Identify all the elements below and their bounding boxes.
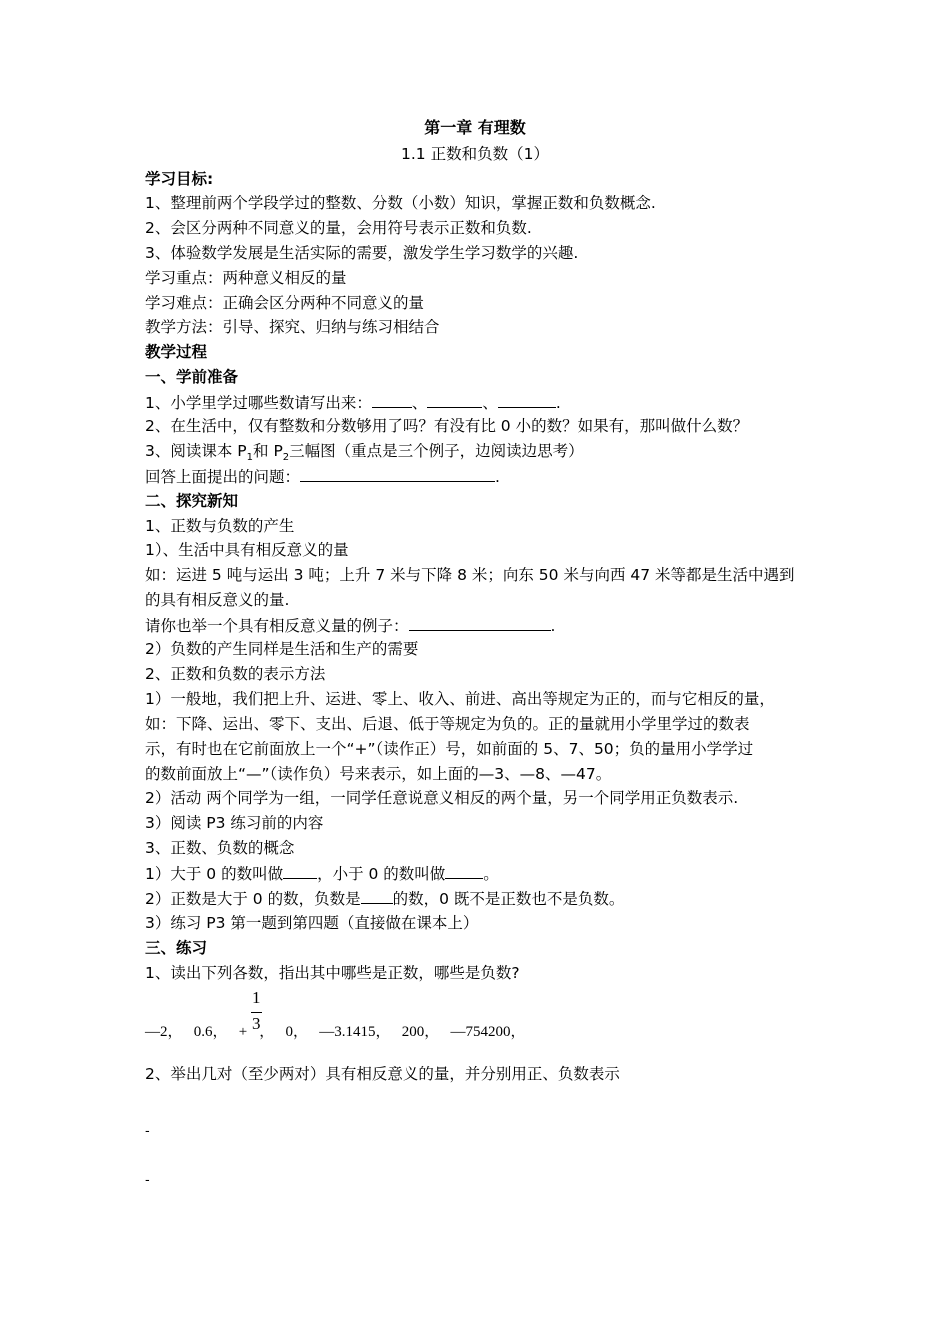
text-line: 1）、生活中具有相反意义的量 — [145, 541, 349, 559]
period: . — [555, 394, 561, 412]
prep-q1-text: 1、小学里学过哪些数请写出来： — [145, 394, 372, 412]
stray-dash: - — [145, 1124, 150, 1139]
subscript: 1 — [246, 452, 254, 464]
fraction-denominator: 3 — [252, 1014, 261, 1033]
stray-dash: - — [145, 1173, 150, 1188]
answer-blank[interactable] — [445, 863, 483, 879]
exercise-1: 1、读出下列各数，指出其中哪些是正数，哪些是负数? — [145, 964, 520, 982]
concept-fill-1 — [145, 863, 499, 884]
answer-blank[interactable] — [300, 466, 495, 482]
text-line: 2、正数和负数的表示方法 — [145, 665, 326, 683]
answer-blank[interactable] — [361, 888, 393, 904]
section3-heading: 三、练习 — [145, 939, 208, 957]
fill-text: 。 — [483, 865, 499, 883]
separator: 、 — [411, 394, 428, 412]
fill-text: 的数，0 既不是正数也不是负数。 — [392, 890, 625, 908]
fill-text: 2）正数是大于 0 的数，负数是 — [145, 890, 361, 908]
separator: 、 — [482, 394, 498, 412]
period: . — [550, 617, 556, 635]
text-line: 3）练习 P3 第一题到第四题（直接做在课本上） — [145, 914, 479, 932]
goals-heading: 学习目标: — [145, 170, 214, 188]
prep-question-1 — [145, 392, 561, 413]
text-line: 2）负数的产生同样是生活和生产的需要 — [145, 640, 419, 658]
text-line: 3）阅读 P3 练习前的内容 — [145, 814, 324, 832]
concept-fill-2 — [145, 888, 624, 909]
exercise-2: 2、举出几对（至少两对）具有相反意义的量，并分别用正、负数表示 — [145, 1065, 620, 1083]
answer-blank[interactable] — [372, 392, 412, 408]
chapter-title: 第一章 有理数 — [424, 118, 526, 137]
answer-line — [145, 466, 500, 487]
answer-blank[interactable] — [498, 392, 556, 408]
answer-label: 回答上面提出的问题： — [145, 468, 301, 486]
q3-part: 三幅图（重点是三个例子，边阅读边思考） — [289, 442, 584, 460]
fraction-bar — [251, 1012, 262, 1013]
text-line: 如：下降、运出、零下、支出、后退、低于等规定为负的。正的量就用小学里学过的数表 — [145, 715, 750, 733]
answer-blank[interactable] — [283, 863, 317, 879]
prep-question-2: 2、在生活中，仅有整数和分数够用了吗？有没有比 0 小的数？如果有，那叫做什么数？ — [145, 417, 749, 435]
subscript: 2 — [282, 452, 290, 464]
section2-heading: 二、探究新知 — [145, 492, 239, 510]
number-list — [145, 1022, 525, 1042]
goal-3: 3、体验数学发展是生活实际的需要，激发学生学习数学的兴趣. — [145, 244, 579, 262]
teaching-method: 教学方法：引导、探究、归纳与练习相结合 — [145, 318, 440, 336]
goal-2: 2、会区分两种不同意义的量，会用符号表示正数和负数. — [145, 219, 532, 237]
section1-heading: 一、学前准备 — [145, 368, 239, 386]
text-line: 的数前面放上“—”（读作负）号来表示，如上面的—3、—8、—47。 — [145, 765, 612, 783]
answer-blank[interactable] — [409, 615, 551, 631]
text-line: 3、正数、负数的概念 — [145, 839, 295, 857]
process-heading: 教学过程 — [145, 343, 208, 361]
period: . — [495, 468, 500, 486]
q3-part: 和 P — [253, 442, 283, 460]
example-prompt — [145, 615, 555, 636]
q3-part: 3、阅读课本 P — [145, 442, 247, 460]
text-line: 的具有相反意义的量. — [145, 591, 290, 609]
text-line: 2）活动 两个同学为一组，一同学任意说意义相反的两个量，另一个同学用正负数表示. — [145, 789, 739, 807]
goal-1: 1、整理前两个学段学过的整数、分数（小数）知识，掌握正数和负数概念. — [145, 194, 656, 212]
numbers-part: ， 0， —3.1415， 200， —754200， — [259, 1024, 526, 1040]
key-point: 学习重点：两种意义相反的量 — [145, 269, 347, 287]
text-line: 1）一般地，我们把上升、运进、零上、收入、前进、高出等规定为正的，而与它相反的量， — [145, 690, 775, 708]
lesson-subtitle: 1.1 正数和负数（1） — [401, 145, 549, 163]
text-line: 如：运进 5 吨与运出 3 吨；上升 7 米与下降 8 米；向东 50 米与向西 47 米等都是生活中遇到 — [145, 566, 795, 584]
answer-blank[interactable] — [427, 392, 482, 408]
difficulty: 学习难点：正确会区分两种不同意义的量 — [145, 294, 425, 312]
text-line: 示，有时也在它前面放上一个“+”（读作正）号，如前面的 5、7、50；负的量用小学学过 — [145, 740, 754, 758]
fill-text: ，小于 0 的数叫做 — [317, 865, 446, 883]
fill-text: 1）大于 0 的数叫做 — [145, 865, 284, 883]
prompt-text: 请你也举一个具有相反意义量的例子： — [145, 617, 409, 635]
text-line: 1、正数与负数的产生 — [145, 517, 295, 535]
fraction-numerator: 1 — [252, 988, 261, 1007]
prep-question-3 — [145, 441, 584, 468]
numbers-part: —2， 0.6， + — [145, 1024, 248, 1040]
